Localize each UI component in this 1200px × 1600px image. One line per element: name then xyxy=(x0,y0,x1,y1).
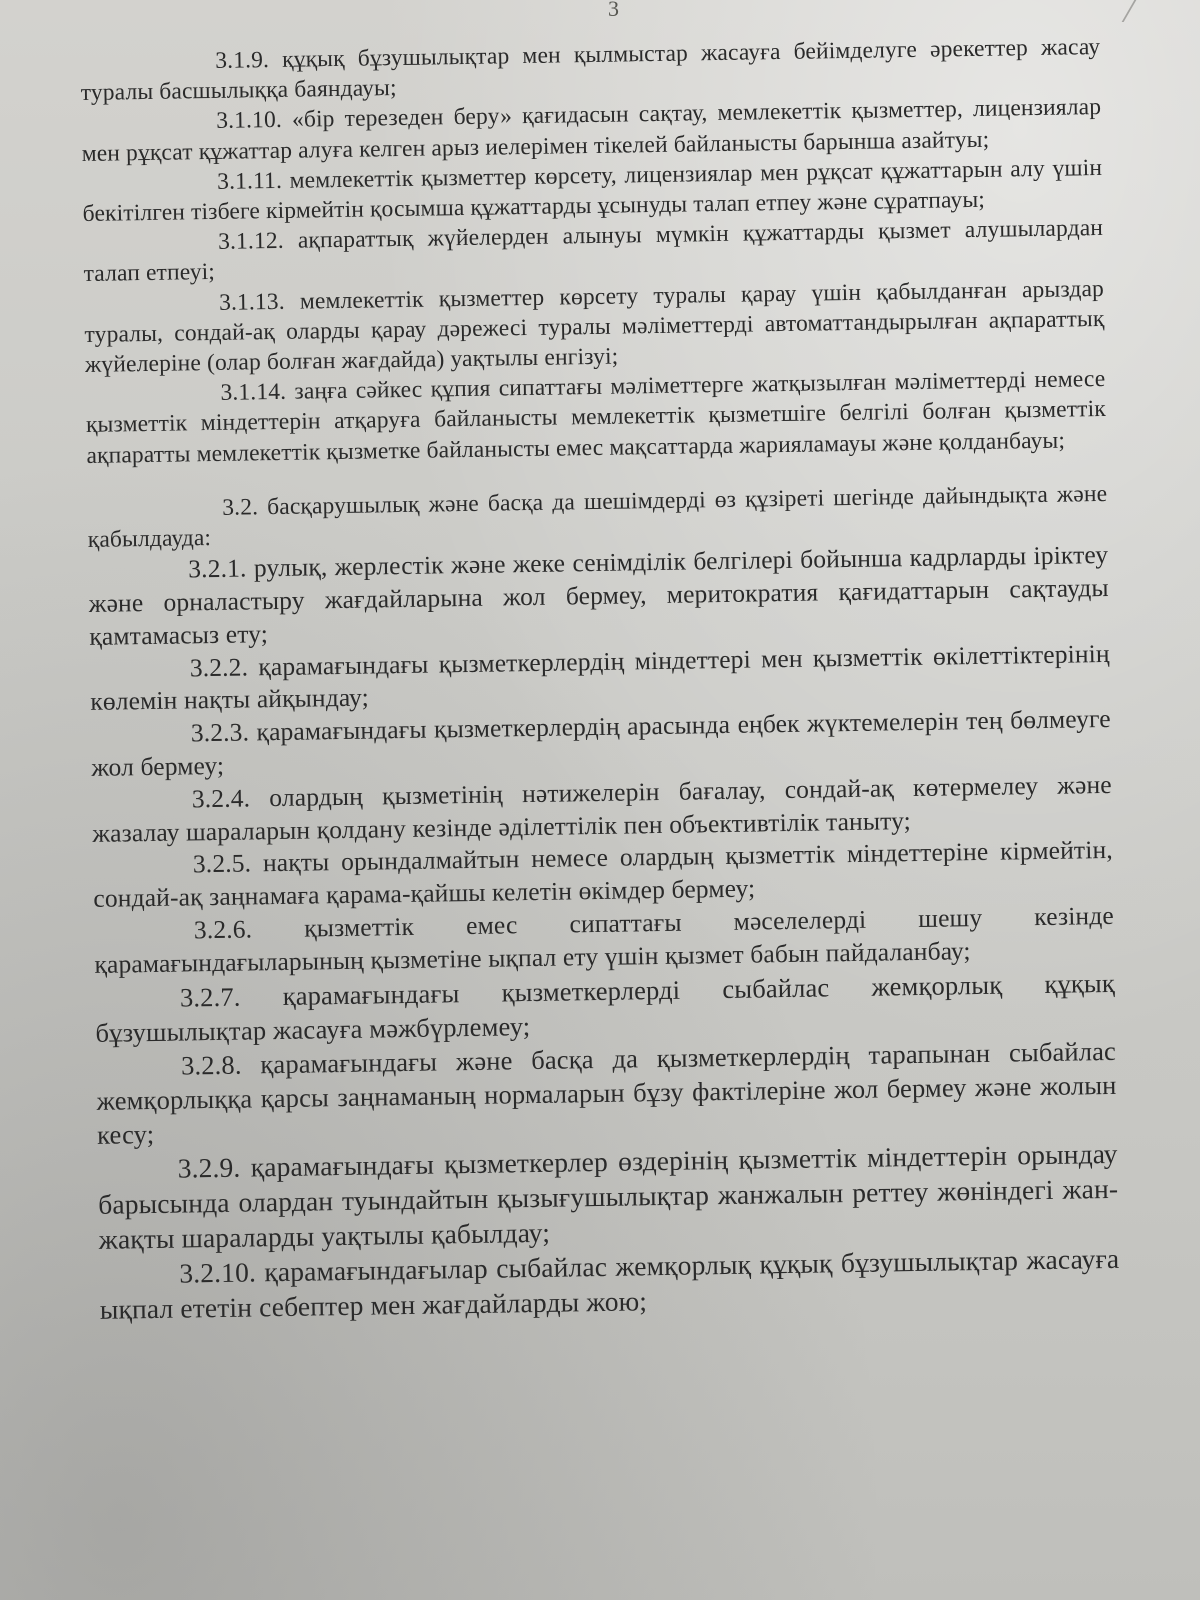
page-number: 3 xyxy=(608,0,619,21)
clause-3-1-10: 3.1.10. «бір терезеден беру» қағидасын сақтау, мемлекеттік қызметтер, лицензиялар мен рұқсат құжаттар алуға келген арыз иелерімен тікелей байланысты барынша азайтуы; xyxy=(81,94,1102,167)
clause-3-2-7: 3.2.7. қарамағындағы қызметкерлерді сыбайлас жемқорлық құқық бұзушылықтар жасауға мәжбүрлемеу; xyxy=(95,967,1116,1048)
page-fold-mark xyxy=(1082,0,1137,22)
clause-3-1-12: 3.1.12. ақпараттық жүйелерден алынуы мүмкін құжаттарды қызмет алушылардан талап етпеуі; xyxy=(83,215,1104,288)
clause-3-2-10: 3.2.10. қарамағындағылар сыбайлас жемқорлық құқық бұзушылықтар жасауға ықпал ететін себептер мен жағдайларды жою; xyxy=(99,1242,1120,1325)
clause-3-1-9: 3.1.9. құқық бұзушылықтар мен қылмыстар жасауға бейімделуге әрекеттер жасау туралы басшылыққа баяндауы; xyxy=(80,33,1101,107)
document-body xyxy=(80,32,1120,1326)
clause-3-2-2: 3.2.2. қарамағындағы қызметкерлердің міндеттері мен қызметтік өкілеттіктерінің көлемін нақты айқындау; xyxy=(90,638,1110,717)
clause-3-2-9: 3.2.9. қарамағындағы қызметкерлер өздерінің қызметтік міндеттерін орындау барысында олардан туындайтын қызығушылықтар жанжалын реттеу жөніндегі жан-жақты шараларды уақтылы қабылдау; xyxy=(97,1137,1119,1255)
clause-3-2-6: 3.2.6. қызметтік емес сипаттағы мәселелерді шешу кезінде қарамағындағыларының қызметіне ықпал ету үшін қызмет бабын пайдаланбау; xyxy=(94,900,1115,979)
clause-3-1-14: 3.1.14. заңға сәйкес құпия сипаттағы мәліметтерге жатқызылған мәліметтерді немесе қызметтік міндеттерін атқаруға байланысты мемлекеттік қызметшіге белгілі болған қызметтік ақпаратты мемлекеттік қызметке байланысты емес мақсаттарда жарияламауы және қолданбауы; xyxy=(85,366,1107,469)
clause-3-2-1: 3.2.1. рулық, жерлестік және жеке сенімділік белгілері бойынша кадрларды іріктеу және орналастыру жағдайларына жол бермеу, меритократия қағидаттарын сақтауды қамтамасыз ету; xyxy=(88,540,1109,651)
clause-3-2-3: 3.2.3. қарамағындағы қызметкерлердің арасында еңбек жүктемелерін тең бөлмеуге жол бермеу; xyxy=(91,704,1111,782)
clause-3-1-11: 3.1.11. мемлекеттік қызметтер көрсету, лицензиялар мен рұқсат құжаттарын алу үшін бекітілген тізбеге кірмейтін қосымша құжаттарды ұсынуды талап етпеу және сұратпауы; xyxy=(82,154,1103,228)
clause-3-2-5: 3.2.5. нақты орындалмайтын немесе олардың қызметтік міндеттеріне кірмейтін, сондай-ақ заңнамаға қарама-қайшы келетін өкімдер бермеу; xyxy=(93,835,1114,914)
section-3-2-heading: 3.2. басқарушылық және басқа да шешімдерді өз құзіреті шегінде дайындықта және қабылдауда: xyxy=(87,480,1108,553)
clause-3-2-8: 3.2.8. қарамағындағы және басқа да қызметкерлердің тарапынан сыбайлас жемқорлыққа қарсы заңнаманың нормаларын бұзу фактілеріне жол бермеу және жолын кесу; xyxy=(96,1035,1117,1150)
clause-3-2-4: 3.2.4. олардың қызметінің нәтижелерін бағалау, сондай-ақ көтермелеу және жазалау шараларын қолдану кезінде әділеттілік пен объективтілік таныту; xyxy=(92,769,1112,848)
clause-3-1-13: 3.1.13. мемлекеттік қызметтер көрсету туралы қарау үшін қабылданған арыздар туралы, сондай-ақ оларды қарау дәрежесі туралы мәліметтерді автоматтандырылған ақпараттық жүйелеріне (олар болған жағдайда) уақтылы енгізуі; xyxy=(84,275,1105,379)
